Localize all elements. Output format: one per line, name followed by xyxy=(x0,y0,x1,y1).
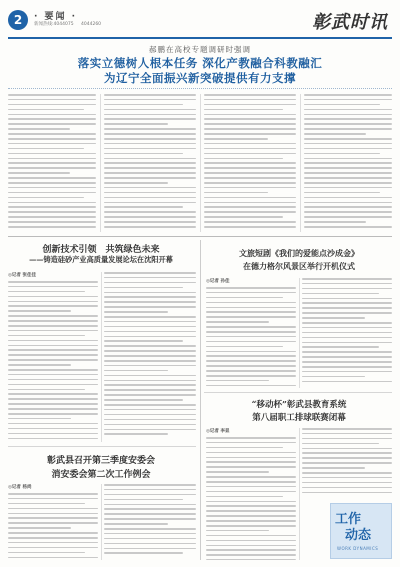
story2-title-line2: ——铸造硅砂产业高质量发展论坛在沈阳开幕 xyxy=(29,255,173,264)
header-meta xyxy=(34,21,107,27)
story-divider xyxy=(204,392,392,393)
col-rule xyxy=(300,94,301,232)
hotline-2: 4044260 xyxy=(81,22,102,27)
page-center-rule xyxy=(200,240,201,560)
col-rule xyxy=(299,428,300,560)
badge-title: 工作 动态 xyxy=(335,512,372,543)
story4-body-col-2 xyxy=(302,428,392,500)
story3-byline: ◎记者 孙佳 xyxy=(206,279,230,284)
story4-title-line1: “移动杯”彰武县教育系统 xyxy=(251,400,347,410)
col-rule xyxy=(299,278,300,388)
lead-divider xyxy=(8,88,392,89)
story-divider xyxy=(8,446,196,447)
story2-byline: ◎记者 张佳佳 xyxy=(8,273,36,278)
lead-headline-line1: 落实立德树人根本任务 深化产教融合科教融汇 xyxy=(77,56,323,70)
lead-body-col-1 xyxy=(8,94,96,232)
work-dynamics-badge xyxy=(330,503,392,559)
story5-body-col-1 xyxy=(8,484,98,560)
badge-subtitle: WORK DYNAMICS xyxy=(337,546,379,551)
col-rule xyxy=(100,94,101,232)
story3-title-line1: 文旅短剧《我们的爱能点沙成金》 xyxy=(239,248,359,258)
story3-title-line2: 在德力格尔风景区举行开机仪式 xyxy=(243,261,355,271)
story2-title-line1: 创新技术引领 共筑绿色未来 xyxy=(42,245,160,255)
header-rule xyxy=(8,37,392,39)
story2-body-col-1 xyxy=(8,272,98,442)
page-number: 2 xyxy=(8,10,28,30)
story4-body-col-1 xyxy=(206,428,296,560)
story5-title-line1: 彰武县召开第三季度安委会 xyxy=(46,456,155,466)
page-header xyxy=(8,6,392,36)
story3-body-col-2 xyxy=(302,278,392,388)
story4-title-line2: 第八届职工排球联赛闭幕 xyxy=(252,413,346,423)
lead-body-col-3 xyxy=(204,94,296,232)
masthead-logo: 彰武时讯 xyxy=(312,12,388,33)
lead-body-col-2 xyxy=(104,94,196,232)
hotline: 新闻热线:4044075 xyxy=(34,22,74,27)
col-rule xyxy=(101,484,102,560)
section-divider xyxy=(8,236,392,237)
story4-byline: ◎记者 李显 xyxy=(206,429,230,434)
story3-body-col-1 xyxy=(206,278,296,388)
col-rule xyxy=(101,272,102,442)
col-rule xyxy=(200,94,201,232)
lead-kicker: 郝鹏在高校专题调研时强调 xyxy=(149,45,251,54)
lead-headline-line2: 为辽宁全面振兴新突破提供有力支撑 xyxy=(104,71,296,85)
story5-body-col-2 xyxy=(104,484,196,560)
story5-title-line2: 消安委会第二次工作例会 xyxy=(51,470,151,480)
lead-body-col-4 xyxy=(304,94,392,232)
section-label: · 要闻 · xyxy=(34,12,78,22)
story5-byline: ◎记者 杨尚 xyxy=(8,485,32,490)
story2-body-col-2 xyxy=(104,272,196,442)
